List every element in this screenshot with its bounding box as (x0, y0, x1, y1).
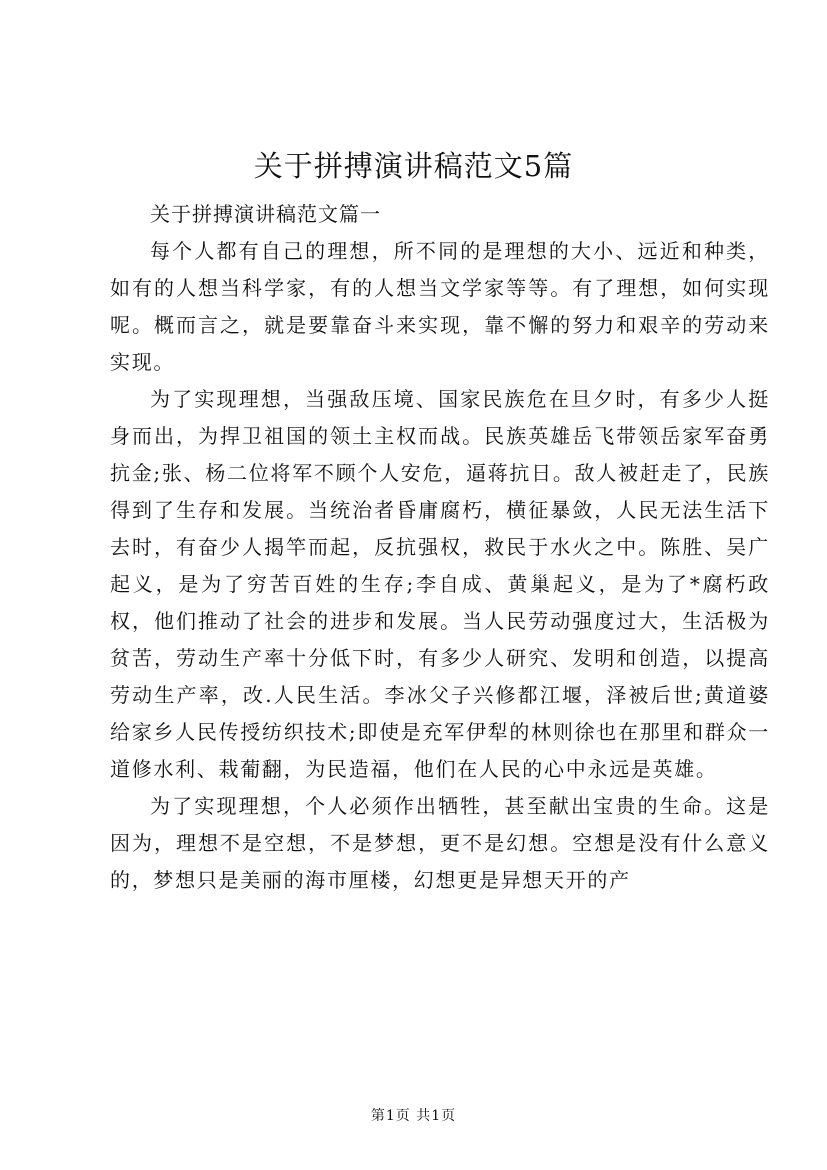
paragraph-2: 为了实现理想，当强敌压境、国家民族危在旦夕时，有多少人挺身而出，为捍卫祖国的领土主权而战。民族英雄岳飞带领岳家军奋勇抗金;张、杨二位将军不顾个人安危，逼蒋抗日。敌人被赶走了，民族得到了生存和发展。当统治者昏庸腐朽，横征暴敛，人民无法生活下去时，有奋少人揭竿而起，反抗强权，救民于水火之中。陈胜、吴广起义，是为了穷苦百姓的生存;李自成、黄巢起义，是为了*腐朽政权，他们推动了社会的进步和发展。当人民劳动强度过大，生活极为贫苦，劳动生产率十分低下时，有多少人研究、发明和创造，以提高劳动生产率，改.人民生活。李冰父子兴修都江堰，泽被后世;黄道婆给家乡人民传授纺织技术;即使是充军伊犁的林则徐也在那里和群众一道修水利、栽葡翻，为民造福，他们在人民的心中永远是英雄。 (110, 387, 770, 781)
paragraph-1: 每个人都有自己的理想，所不同的是理想的大小、远近和种类，如有的人想当科学家，有的人想当文学家等等。有了理想，如何实现呢。概而言之，就是要靠奋斗来实现，靠不懈的努力和艰辛的劳动来实现。 (110, 239, 770, 374)
document-body (110, 196, 770, 899)
page-footer: 第1页 共1页 (370, 1108, 457, 1124)
section-heading: 关于拼搏演讲稿范文篇一 (150, 202, 381, 226)
document-title: 关于拼搏演讲稿范文5篇 (253, 149, 574, 183)
paragraph-3: 为了实现理想，个人必须作出牺牲，甚至献出宝贵的生命。这是因为，理想不是空想，不是梦想，更不是幻想。空想是没有什么意义的，梦想只是美丽的海市厘楼，幻想更是异想天开的产 (110, 794, 770, 892)
